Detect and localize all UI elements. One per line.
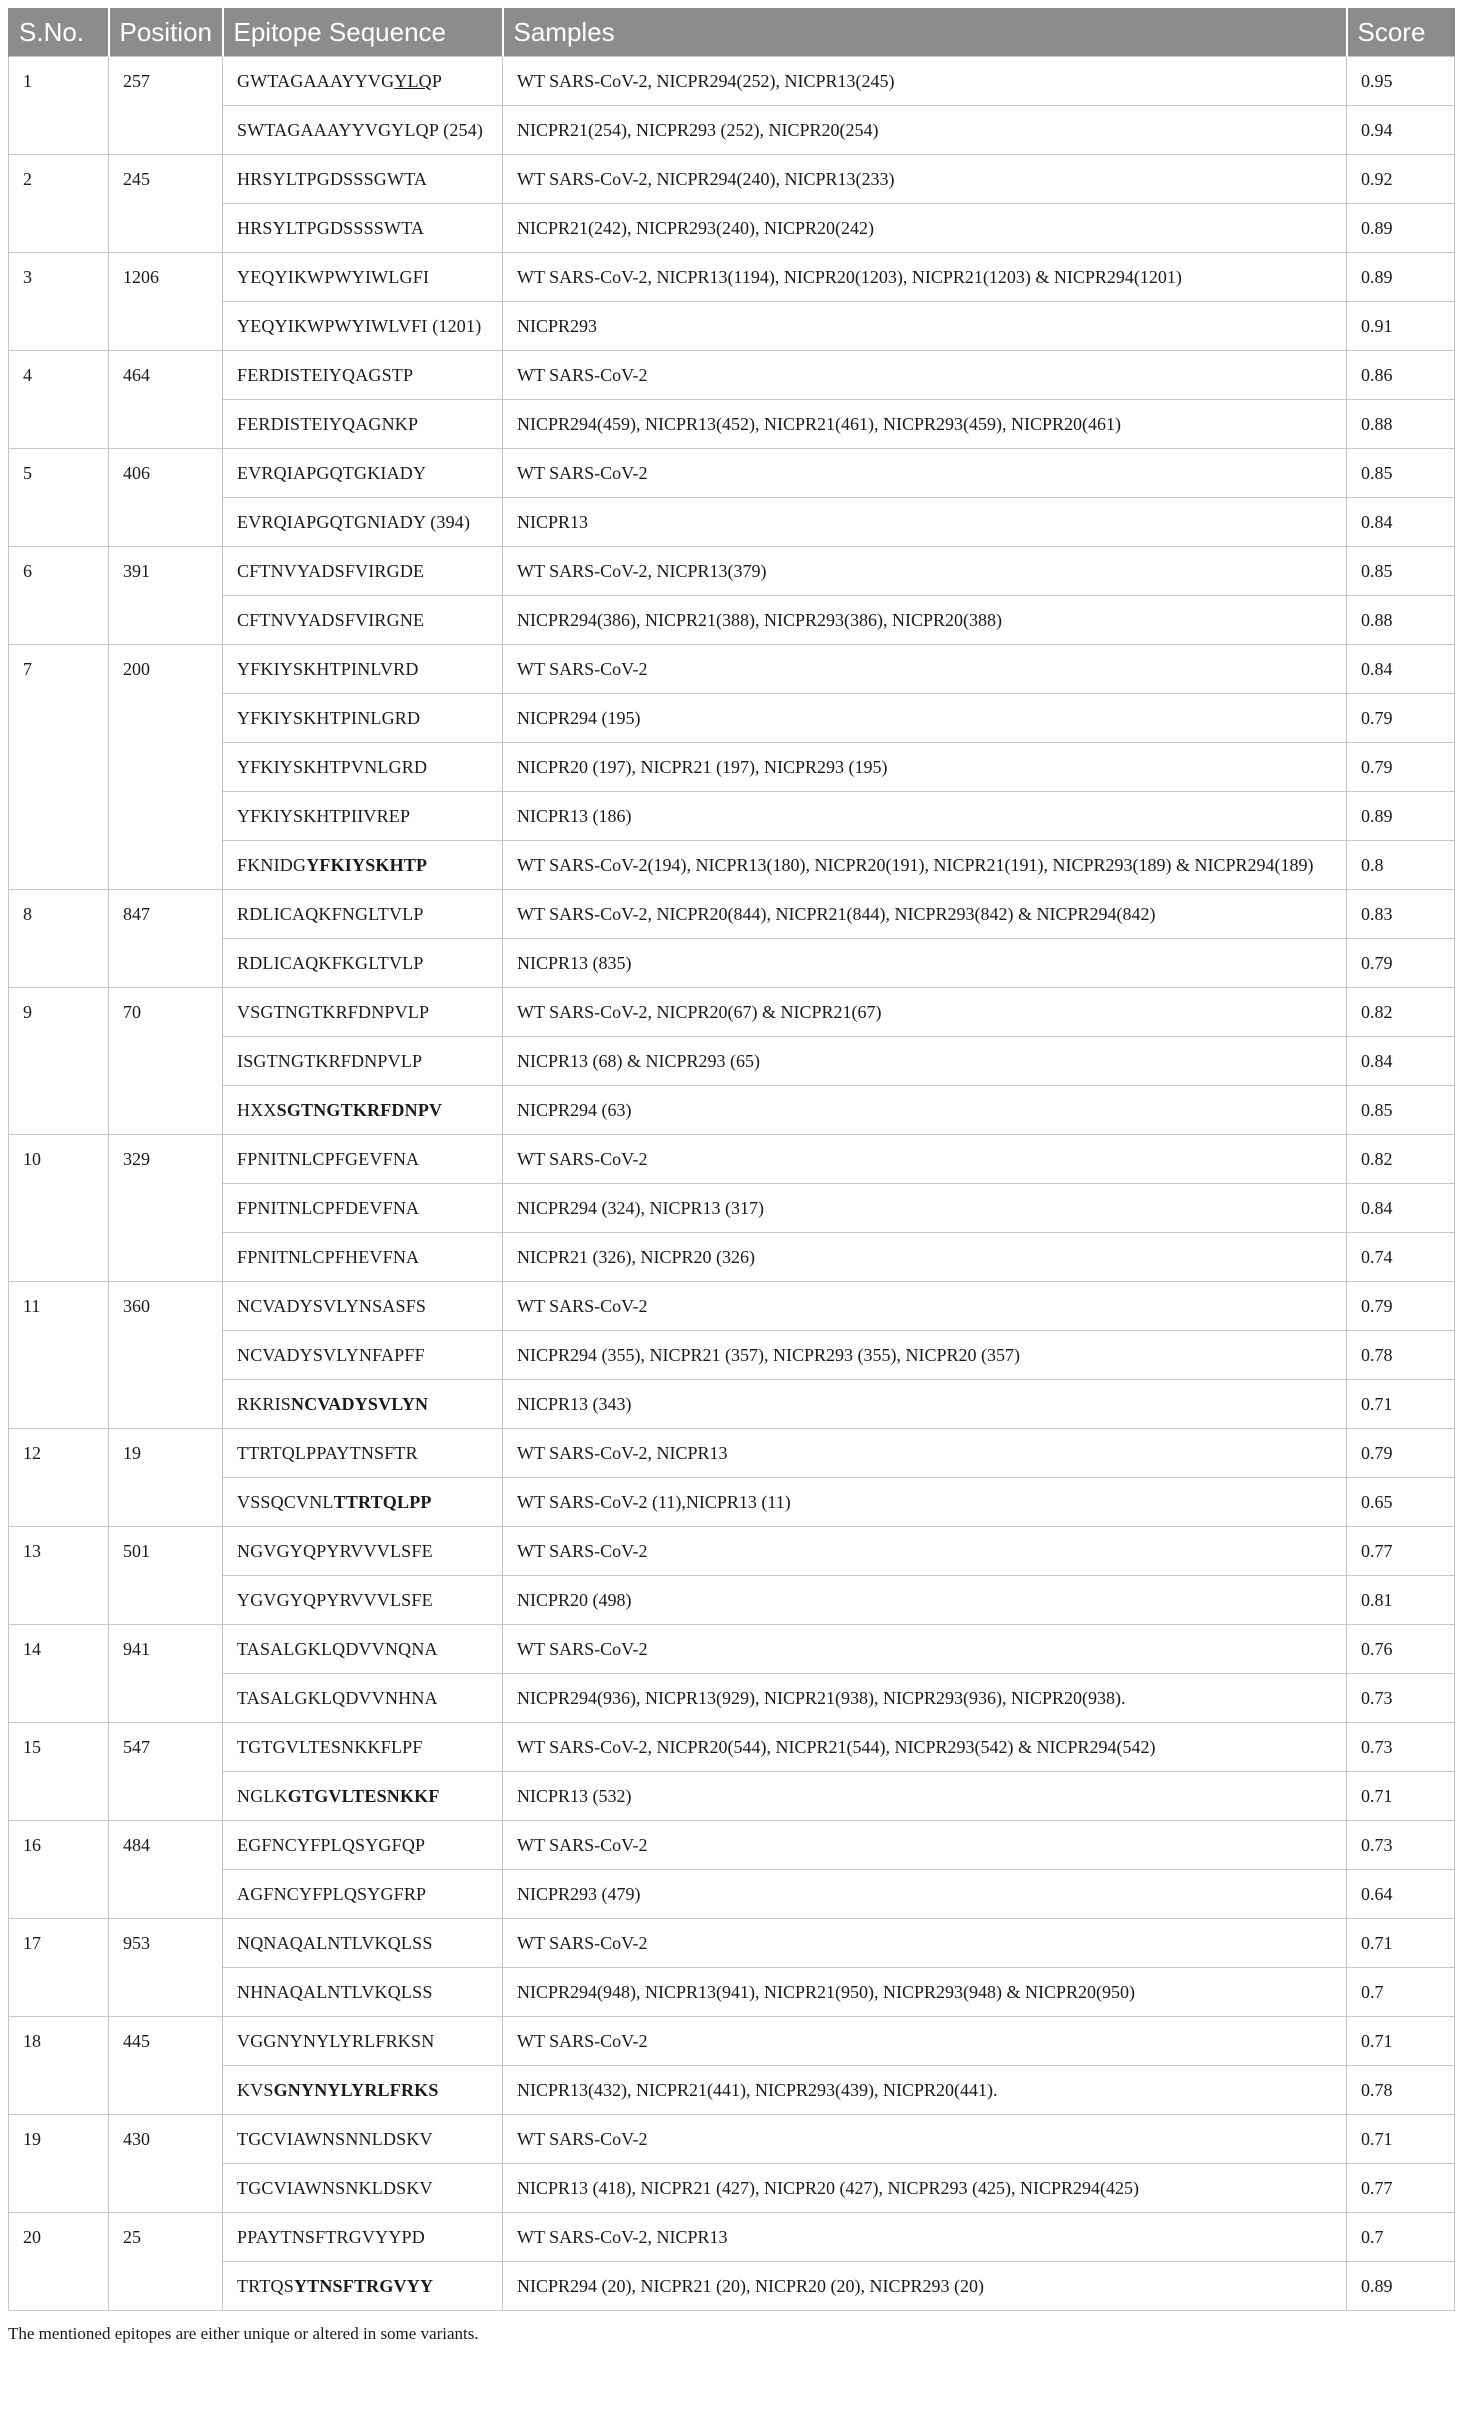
- cell-samples: NICPR13 (186): [503, 792, 1347, 841]
- table-row: [9, 1282, 1455, 1331]
- sequence-underlined-segment: YLQ: [394, 71, 432, 91]
- sequence-bold-segment: YTNSFTRGVYY: [293, 2276, 434, 2296]
- table-row: [9, 204, 1455, 253]
- cell-epitope-sequence: [223, 890, 503, 939]
- cell-score: 0.86: [1347, 351, 1455, 400]
- table-body: [9, 57, 1455, 2311]
- epitope-table: [8, 8, 1455, 2311]
- cell-score: 0.84: [1347, 1037, 1455, 1086]
- cell-score: 0.79: [1347, 1429, 1455, 1478]
- cell-sno: 16: [9, 1821, 109, 1919]
- cell-sno: 1: [9, 57, 109, 155]
- cell-position: 25: [109, 2213, 223, 2311]
- cell-sno: 20: [9, 2213, 109, 2311]
- cell-samples: WT SARS-CoV-2: [503, 1527, 1347, 1576]
- table-row: [9, 694, 1455, 743]
- cell-samples: WT SARS-CoV-2: [503, 645, 1347, 694]
- table-row: [9, 351, 1455, 400]
- cell-epitope-sequence: [223, 1380, 503, 1429]
- cell-score: 0.77: [1347, 1527, 1455, 1576]
- cell-samples: WT SARS-CoV-2, NICPR13: [503, 2213, 1347, 2262]
- cell-score: 0.85: [1347, 449, 1455, 498]
- table-row: [9, 1527, 1455, 1576]
- header-samples: Samples: [503, 8, 1347, 57]
- cell-position: 501: [109, 1527, 223, 1625]
- cell-score: 0.85: [1347, 547, 1455, 596]
- cell-position: 1206: [109, 253, 223, 351]
- header-sno: S.No.: [9, 8, 109, 57]
- cell-score: 0.73: [1347, 1723, 1455, 1772]
- sequence-segment: HRSYLTPGDSSSGWTA: [237, 169, 428, 189]
- cell-samples: WT SARS-CoV-2: [503, 1919, 1347, 1968]
- table-row: [9, 1919, 1455, 1968]
- cell-score: 0.94: [1347, 106, 1455, 155]
- sequence-segment: CFTNVYADSFVIRGNE: [237, 610, 425, 630]
- cell-samples: WT SARS-CoV-2: [503, 2115, 1347, 2164]
- sequence-segment: FPNITNLCPFHEVFNA: [237, 1247, 420, 1267]
- cell-epitope-sequence: [223, 2262, 503, 2311]
- cell-sno: 18: [9, 2017, 109, 2115]
- table-row: [9, 498, 1455, 547]
- cell-score: 0.79: [1347, 743, 1455, 792]
- sequence-segment: EVRQIAPGQTGNIADY (394): [237, 512, 471, 532]
- cell-score: 0.91: [1347, 302, 1455, 351]
- sequence-segment: GWTAGAAAYYVG: [237, 71, 395, 91]
- sequence-segment: TASALGKLQDVVNHNA: [237, 1688, 438, 1708]
- cell-sno: 19: [9, 2115, 109, 2213]
- cell-samples: NICPR13 (418), NICPR21 (427), NICPR20 (427), NICPR293 (425), NICPR294(425): [503, 2164, 1347, 2213]
- cell-score: 0.88: [1347, 400, 1455, 449]
- table-row: [9, 645, 1455, 694]
- cell-samples: NICPR293: [503, 302, 1347, 351]
- cell-epitope-sequence: [223, 841, 503, 890]
- table-header: [9, 8, 1455, 57]
- cell-score: 0.79: [1347, 939, 1455, 988]
- sequence-segment: KVS: [237, 2080, 274, 2100]
- cell-epitope-sequence: [223, 1184, 503, 1233]
- cell-score: 0.83: [1347, 890, 1455, 939]
- sequence-segment: TGTGVLTESNKKFLPF: [237, 1737, 423, 1757]
- header-epitope-sequence: Epitope Sequence: [223, 8, 503, 57]
- cell-epitope-sequence: [223, 1625, 503, 1674]
- cell-epitope-sequence: [223, 2017, 503, 2066]
- sequence-segment: YEQYIKWPWYIWLGFI: [237, 267, 430, 287]
- cell-samples: WT SARS-CoV-2: [503, 449, 1347, 498]
- cell-score: 0.89: [1347, 2262, 1455, 2311]
- sequence-segment: AGFNCYFPLQSYGFRP: [237, 1884, 427, 1904]
- sequence-segment: YFKIYSKHTPINLGRD: [237, 708, 421, 728]
- cell-score: 0.81: [1347, 1576, 1455, 1625]
- sequence-segment: EVRQIAPGQTGKIADY: [237, 463, 427, 483]
- cell-samples: WT SARS-CoV-2 (11),NICPR13 (11): [503, 1478, 1347, 1527]
- cell-epitope-sequence: [223, 400, 503, 449]
- cell-epitope-sequence: [223, 253, 503, 302]
- table-row: [9, 57, 1455, 106]
- table-row: [9, 1674, 1455, 1723]
- cell-samples: NICPR294(459), NICPR13(452), NICPR21(461), NICPR293(459), NICPR20(461): [503, 400, 1347, 449]
- cell-score: 0.74: [1347, 1233, 1455, 1282]
- table-row: [9, 939, 1455, 988]
- cell-epitope-sequence: [223, 1135, 503, 1184]
- cell-score: 0.84: [1347, 498, 1455, 547]
- sequence-segment: EGFNCYFPLQSYGFQP: [237, 1835, 426, 1855]
- cell-epitope-sequence: [223, 1478, 503, 1527]
- sequence-bold-segment: YFKIYSKHTP: [306, 855, 428, 875]
- cell-samples: NICPR294 (195): [503, 694, 1347, 743]
- cell-epitope-sequence: [223, 596, 503, 645]
- cell-samples: NICPR21 (326), NICPR20 (326): [503, 1233, 1347, 1282]
- sequence-segment: NHNAQALNTLVKQLSS: [237, 1982, 433, 2002]
- cell-position: 391: [109, 547, 223, 645]
- cell-sno: 14: [9, 1625, 109, 1723]
- sequence-segment: FPNITNLCPFDEVFNA: [237, 1198, 420, 1218]
- cell-score: 0.8: [1347, 841, 1455, 890]
- cell-score: 0.77: [1347, 2164, 1455, 2213]
- cell-position: 941: [109, 1625, 223, 1723]
- cell-samples: NICPR20 (197), NICPR21 (197), NICPR293 (195): [503, 743, 1347, 792]
- sequence-segment: TRTQS: [237, 2276, 294, 2296]
- cell-samples: WT SARS-CoV-2: [503, 1282, 1347, 1331]
- cell-epitope-sequence: [223, 988, 503, 1037]
- cell-samples: WT SARS-CoV-2, NICPR20(544), NICPR21(544), NICPR293(542) & NICPR294(542): [503, 1723, 1347, 1772]
- table-row: [9, 1625, 1455, 1674]
- cell-position: 257: [109, 57, 223, 155]
- cell-samples: NICPR294 (355), NICPR21 (357), NICPR293 (355), NICPR20 (357): [503, 1331, 1347, 1380]
- cell-score: 0.64: [1347, 1870, 1455, 1919]
- sequence-bold-segment: SGTNGTKRFDNPV: [276, 1100, 443, 1120]
- cell-epitope-sequence: [223, 547, 503, 596]
- cell-epitope-sequence: [223, 1233, 503, 1282]
- cell-samples: NICPR13 (835): [503, 939, 1347, 988]
- cell-score: 0.71: [1347, 2115, 1455, 2164]
- cell-score: 0.79: [1347, 694, 1455, 743]
- sequence-segment: TTRTQLPPAYTNSFTR: [237, 1443, 418, 1463]
- cell-sno: 7: [9, 645, 109, 890]
- table-row: [9, 2066, 1455, 2115]
- cell-score: 0.71: [1347, 1919, 1455, 1968]
- table-row: [9, 1135, 1455, 1184]
- sequence-segment: FKNIDG: [237, 855, 307, 875]
- cell-samples: NICPR294(386), NICPR21(388), NICPR293(386), NICPR20(388): [503, 596, 1347, 645]
- sequence-segment: YFKIYSKHTPINLVRD: [237, 659, 419, 679]
- table-row: [9, 253, 1455, 302]
- cell-epitope-sequence: [223, 743, 503, 792]
- cell-epitope-sequence: [223, 1527, 503, 1576]
- table-row: [9, 449, 1455, 498]
- cell-epitope-sequence: [223, 1576, 503, 1625]
- cell-position: 360: [109, 1282, 223, 1429]
- cell-samples: NICPR13(432), NICPR21(441), NICPR293(439), NICPR20(441).: [503, 2066, 1347, 2115]
- table-row: [9, 1821, 1455, 1870]
- sequence-segment: YGVGYQPYRVVVLSFE: [237, 1590, 433, 1610]
- cell-score: 0.76: [1347, 1625, 1455, 1674]
- sequence-segment: FPNITNLCPFGEVFNA: [237, 1149, 420, 1169]
- cell-epitope-sequence: [223, 939, 503, 988]
- cell-sno: 8: [9, 890, 109, 988]
- cell-score: 0.78: [1347, 1331, 1455, 1380]
- cell-epitope-sequence: [223, 694, 503, 743]
- cell-samples: WT SARS-CoV-2: [503, 2017, 1347, 2066]
- sequence-segment: NQNAQALNTLVKQLSS: [237, 1933, 433, 1953]
- cell-sno: 11: [9, 1282, 109, 1429]
- cell-score: 0.7: [1347, 2213, 1455, 2262]
- table-row: [9, 1184, 1455, 1233]
- sequence-bold-segment: GNYNYLYRLFRKS: [273, 2080, 439, 2100]
- cell-position: 406: [109, 449, 223, 547]
- sequence-segment: YFKIYSKHTPVNLGRD: [237, 757, 428, 777]
- cell-epitope-sequence: [223, 1282, 503, 1331]
- table-row: [9, 1968, 1455, 2017]
- table-row: [9, 2017, 1455, 2066]
- cell-position: 847: [109, 890, 223, 988]
- cell-epitope-sequence: [223, 1772, 503, 1821]
- cell-samples: WT SARS-CoV-2, NICPR294(252), NICPR13(245): [503, 57, 1347, 106]
- table-row: [9, 155, 1455, 204]
- cell-epitope-sequence: [223, 1968, 503, 2017]
- cell-score: 0.88: [1347, 596, 1455, 645]
- sequence-segment: NGLK: [237, 1786, 288, 1806]
- sequence-segment: YFKIYSKHTPIIVREP: [237, 806, 411, 826]
- table-row: [9, 596, 1455, 645]
- sequence-segment: RDLICAQKFNGLTVLP: [237, 904, 424, 924]
- cell-samples: NICPR294(948), NICPR13(941), NICPR21(950), NICPR293(948) & NICPR20(950): [503, 1968, 1347, 2017]
- cell-samples: WT SARS-CoV-2, NICPR13(379): [503, 547, 1347, 596]
- sequence-segment: VSSQCVNL: [237, 1492, 334, 1512]
- cell-epitope-sequence: [223, 2164, 503, 2213]
- table-row: [9, 106, 1455, 155]
- cell-score: 0.92: [1347, 155, 1455, 204]
- cell-score: 0.82: [1347, 988, 1455, 1037]
- table-row: [9, 988, 1455, 1037]
- cell-position: 19: [109, 1429, 223, 1527]
- cell-sno: 9: [9, 988, 109, 1135]
- table-row: [9, 400, 1455, 449]
- table-row: [9, 2213, 1455, 2262]
- cell-score: 0.89: [1347, 792, 1455, 841]
- sequence-segment: NCVADYSVLYNFAPFF: [237, 1345, 425, 1365]
- sequence-segment: RDLICAQKFKGLTVLP: [237, 953, 424, 973]
- table-row: [9, 1478, 1455, 1527]
- table-footnote: The mentioned epitopes are either unique or altered in some variants.: [8, 2324, 479, 2343]
- table-row: [9, 1429, 1455, 1478]
- cell-epitope-sequence: [223, 1429, 503, 1478]
- cell-score: 0.82: [1347, 1135, 1455, 1184]
- header-score: Score: [1347, 8, 1455, 57]
- cell-samples: NICPR294 (20), NICPR21 (20), NICPR20 (20), NICPR293 (20): [503, 2262, 1347, 2311]
- cell-samples: WT SARS-CoV-2: [503, 351, 1347, 400]
- cell-sno: 2: [9, 155, 109, 253]
- cell-epitope-sequence: [223, 1870, 503, 1919]
- sequence-segment: TGCVIAWNSNNLDSKV: [237, 2129, 433, 2149]
- cell-position: 547: [109, 1723, 223, 1821]
- cell-samples: NICPR13 (532): [503, 1772, 1347, 1821]
- sequence-bold-segment: GTGVLTESNKKF: [287, 1786, 440, 1806]
- cell-position: 445: [109, 2017, 223, 2115]
- table-row: [9, 1723, 1455, 1772]
- cell-epitope-sequence: [223, 1919, 503, 1968]
- table-row: [9, 1037, 1455, 1086]
- cell-sno: 6: [9, 547, 109, 645]
- cell-epitope-sequence: [223, 57, 503, 106]
- cell-epitope-sequence: [223, 204, 503, 253]
- table-row: [9, 1086, 1455, 1135]
- cell-score: 0.73: [1347, 1821, 1455, 1870]
- cell-epitope-sequence: [223, 498, 503, 547]
- cell-position: 70: [109, 988, 223, 1135]
- table-row: [9, 841, 1455, 890]
- cell-score: 0.78: [1347, 2066, 1455, 2115]
- cell-epitope-sequence: [223, 351, 503, 400]
- cell-position: 464: [109, 351, 223, 449]
- cell-samples: WT SARS-CoV-2, NICPR20(67) & NICPR21(67): [503, 988, 1347, 1037]
- cell-sno: 10: [9, 1135, 109, 1282]
- table-row: [9, 1233, 1455, 1282]
- cell-epitope-sequence: [223, 1331, 503, 1380]
- cell-epitope-sequence: [223, 106, 503, 155]
- cell-samples: NICPR293 (479): [503, 1870, 1347, 1919]
- sequence-segment: CFTNVYADSFVIRGDE: [237, 561, 425, 581]
- table-row: [9, 2262, 1455, 2311]
- sequence-segment: HXX: [237, 1100, 277, 1120]
- sequence-segment: YEQYIKWPWYIWLVFI (1201): [237, 316, 482, 336]
- cell-position: 430: [109, 2115, 223, 2213]
- sequence-segment: HRSYLTPGDSSSSWTA: [237, 218, 425, 238]
- cell-score: 0.73: [1347, 1674, 1455, 1723]
- cell-sno: 17: [9, 1919, 109, 2017]
- cell-epitope-sequence: [223, 449, 503, 498]
- table-row: [9, 890, 1455, 939]
- cell-samples: WT SARS-CoV-2: [503, 1821, 1347, 1870]
- cell-sno: 15: [9, 1723, 109, 1821]
- cell-score: 0.71: [1347, 1772, 1455, 1821]
- sequence-segment: RKRIS: [237, 1394, 292, 1414]
- table-row: [9, 2115, 1455, 2164]
- sequence-segment: NGVGYQPYRVVVLSFE: [237, 1541, 433, 1561]
- cell-samples: NICPR294 (63): [503, 1086, 1347, 1135]
- cell-score: 0.85: [1347, 1086, 1455, 1135]
- cell-samples: WT SARS-CoV-2, NICPR294(240), NICPR13(233): [503, 155, 1347, 204]
- sequence-segment: SWTAGAAAYYVGYLQP (254): [237, 120, 484, 140]
- cell-sno: 12: [9, 1429, 109, 1527]
- cell-position: 953: [109, 1919, 223, 2017]
- cell-samples: WT SARS-CoV-2, NICPR13(1194), NICPR20(1203), NICPR21(1203) & NICPR294(1201): [503, 253, 1347, 302]
- table-row: [9, 1331, 1455, 1380]
- cell-position: 245: [109, 155, 223, 253]
- table-row: [9, 1380, 1455, 1429]
- sequence-bold-segment: NCVADYSVLYN: [291, 1394, 429, 1414]
- cell-score: 0.79: [1347, 1282, 1455, 1331]
- cell-epitope-sequence: [223, 1674, 503, 1723]
- cell-sno: 3: [9, 253, 109, 351]
- cell-epitope-sequence: [223, 2213, 503, 2262]
- sequence-segment: PPAYTNSFTRGVYYPD: [237, 2227, 425, 2247]
- cell-epitope-sequence: [223, 302, 503, 351]
- cell-epitope-sequence: [223, 1821, 503, 1870]
- cell-epitope-sequence: [223, 2066, 503, 2115]
- sequence-segment: VSGTNGTKRFDNPVLP: [237, 1002, 430, 1022]
- cell-sno: 13: [9, 1527, 109, 1625]
- table-row: [9, 1576, 1455, 1625]
- cell-position: 484: [109, 1821, 223, 1919]
- sequence-segment: P: [431, 71, 443, 91]
- cell-samples: WT SARS-CoV-2, NICPR13: [503, 1429, 1347, 1478]
- cell-epitope-sequence: [223, 1723, 503, 1772]
- sequence-segment: VGGNYNYLYRLFRKSN: [237, 2031, 435, 2051]
- sequence-segment: FERDISTEIYQAGNKP: [237, 414, 419, 434]
- cell-epitope-sequence: [223, 792, 503, 841]
- cell-epitope-sequence: [223, 645, 503, 694]
- sequence-segment: NCVADYSVLYNSASFS: [237, 1296, 427, 1316]
- header-position: Position: [109, 8, 223, 57]
- cell-sno: 5: [9, 449, 109, 547]
- cell-samples: WT SARS-CoV-2, NICPR20(844), NICPR21(844), NICPR293(842) & NICPR294(842): [503, 890, 1347, 939]
- sequence-segment: ISGTNGTKRFDNPVLP: [237, 1051, 423, 1071]
- cell-position: 329: [109, 1135, 223, 1282]
- cell-epitope-sequence: [223, 1086, 503, 1135]
- cell-score: 0.89: [1347, 204, 1455, 253]
- cell-epitope-sequence: [223, 155, 503, 204]
- sequence-segment: TASALGKLQDVVNQNA: [237, 1639, 438, 1659]
- cell-score: 0.84: [1347, 1184, 1455, 1233]
- cell-epitope-sequence: [223, 1037, 503, 1086]
- sequence-segment: TGCVIAWNSNKLDSKV: [237, 2178, 433, 2198]
- sequence-segment: FERDISTEIYQAGSTP: [237, 365, 414, 385]
- cell-position: 200: [109, 645, 223, 890]
- table-row: [9, 1870, 1455, 1919]
- cell-score: 0.95: [1347, 57, 1455, 106]
- cell-score: 0.71: [1347, 2017, 1455, 2066]
- cell-samples: NICPR294 (324), NICPR13 (317): [503, 1184, 1347, 1233]
- cell-epitope-sequence: [223, 2115, 503, 2164]
- table-row: [9, 547, 1455, 596]
- cell-score: 0.89: [1347, 253, 1455, 302]
- cell-samples: NICPR21(254), NICPR293 (252), NICPR20(254): [503, 106, 1347, 155]
- cell-score: 0.7: [1347, 1968, 1455, 2017]
- cell-score: 0.84: [1347, 645, 1455, 694]
- cell-samples: NICPR294(936), NICPR13(929), NICPR21(938), NICPR293(936), NICPR20(938).: [503, 1674, 1347, 1723]
- cell-samples: NICPR13 (343): [503, 1380, 1347, 1429]
- cell-score: 0.71: [1347, 1380, 1455, 1429]
- cell-samples: NICPR21(242), NICPR293(240), NICPR20(242): [503, 204, 1347, 253]
- cell-samples: WT SARS-CoV-2(194), NICPR13(180), NICPR20(191), NICPR21(191), NICPR293(189) & NICPR294(189): [503, 841, 1347, 890]
- cell-samples: WT SARS-CoV-2: [503, 1135, 1347, 1184]
- sequence-bold-segment: TTRTQLPP: [333, 1492, 432, 1512]
- cell-score: 0.65: [1347, 1478, 1455, 1527]
- cell-samples: NICPR20 (498): [503, 1576, 1347, 1625]
- table-row: [9, 1772, 1455, 1821]
- table-row: [9, 743, 1455, 792]
- table-row: [9, 792, 1455, 841]
- table-row: [9, 2164, 1455, 2213]
- header-row: [9, 8, 1455, 57]
- table-row: [9, 302, 1455, 351]
- cell-samples: NICPR13 (68) & NICPR293 (65): [503, 1037, 1347, 1086]
- cell-samples: WT SARS-CoV-2: [503, 1625, 1347, 1674]
- cell-samples: NICPR13: [503, 498, 1347, 547]
- cell-sno: 4: [9, 351, 109, 449]
